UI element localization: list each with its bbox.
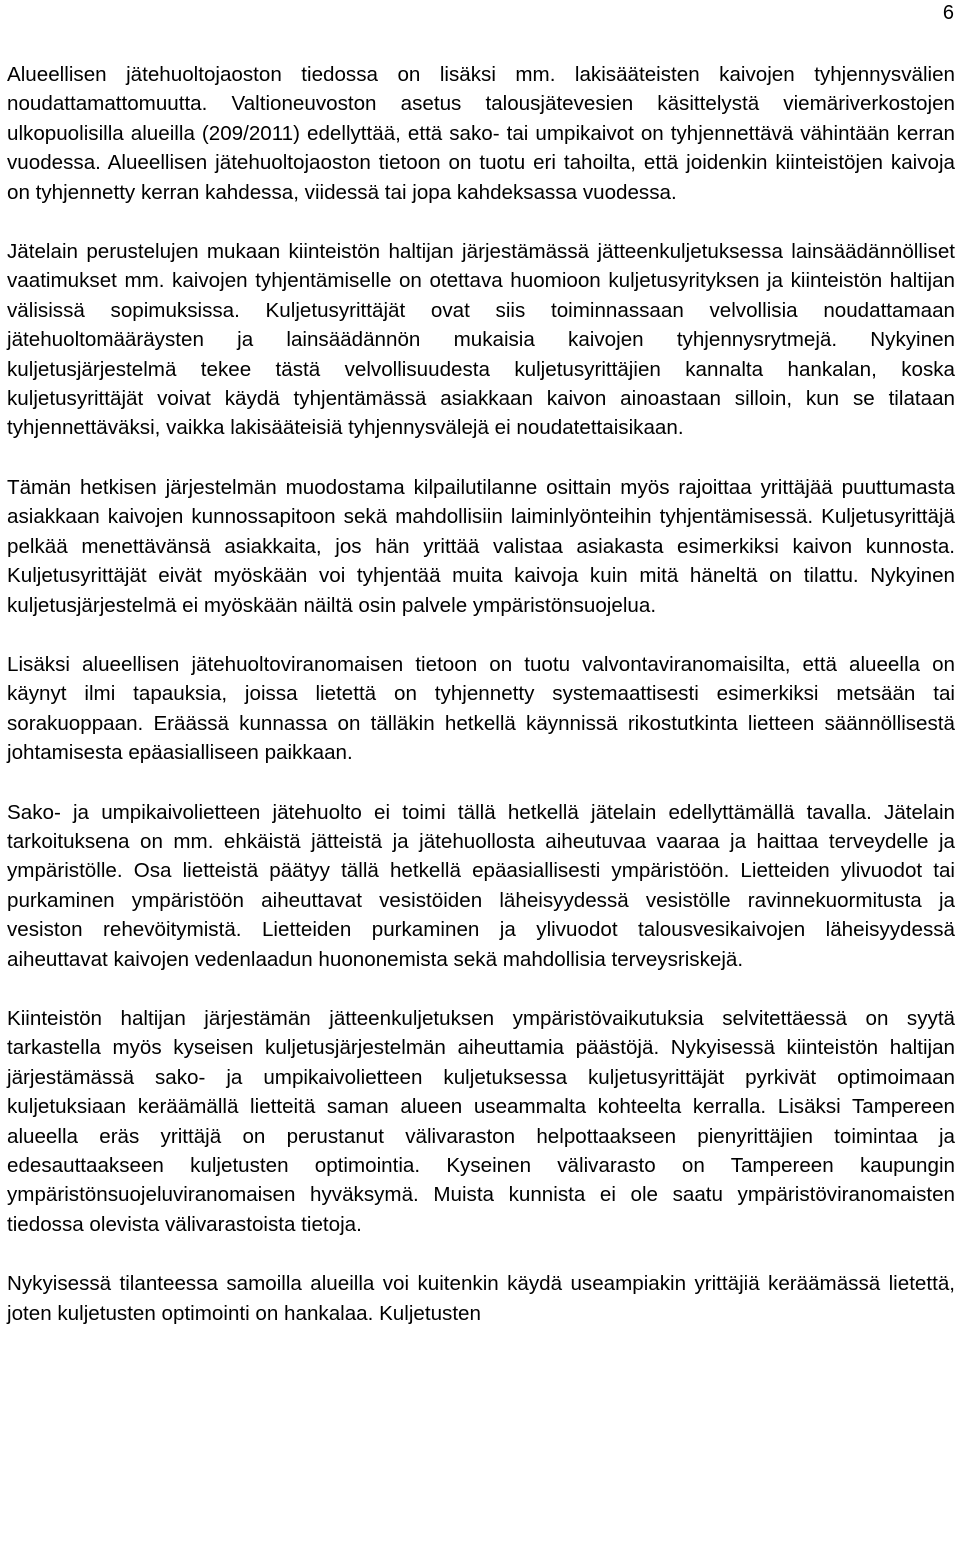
paragraph-1: Alueellisen jätehuoltojaoston tiedossa on lisäksi mm. lakisääteisten kaivojen tyhjennysvälien noudattamattomuutta. Valtioneuvoston asetus talousjätevesien käsittelystä viemäriverkostojen ulkopuolisilla alueilla (209/2011) edellyttää, että sako- tai umpikaivot on tyhjennettävä vähintään kerran vuodessa. Alueellisen jätehuoltojaoston tietoon on tuotu eri tahoilta, että joidenkin kiinteistöjen kaivoja on tyhjennetty kerran kahdessa, viidessä tai jopa kahdeksassa vuodessa. [7, 63, 955, 204]
paragraph-2: Jätelain perustelujen mukaan kiinteistön haltijan järjestämässä jätteenkuljetuksessa lainsäädännölliset vaatimukset mm. kaivojen tyhjentämiselle on otettava huomioon kuljetusyrityksen ja kiinteistön haltijan välisissä sopimuksissa. Kuljetusyrittäjät ovat siis toiminnassaan velvollisia noudattamaan jätehuoltomääräysten ja lainsäädännön mukaisia kaivojen tyhjennysrytmejä. Nykyinen kuljetusjärjestelmä tekee tästä velvollisuudesta kuljetusyrittäjien kannalta hankalan, koska kuljetusyrittäjät voivat käydä tyhjentämässä asiakkaan kaivon ainoastaan silloin, kun se tilataan tyhjennettäväksi, vaikka lakisääteisiä tyhjennysvälejä ei noudatettaisikaan. [7, 240, 955, 440]
paragraph-3: Tämän hetkisen järjestelmän muodostama kilpailutilanne osittain myös rajoittaa yrittäjää puuttumasta asiakkaan kaivojen kunnossapitoon sekä mahdollisiin laiminlyönteihin tyhjentämisessä. Kuljetusyrittäjä pelkää menettävänsä asiakkaita, jos hän yrittää valistaa asiakasta esimerkiksi kaivon kunnosta. Kuljetusyrittäjät eivät myöskään voi tyhjentää muita kaivoja kuin mitä häneltä on tilattu. Nykyinen kuljetusjärjestelmä ei myöskään näiltä osin palvele ympäristönsuojelua. [7, 475, 955, 617]
paragraph-4: Lisäksi alueellisen jätehuoltoviranomaisen tietoon on tuotu valvontaviranomaisilta, että alueella on käynyt ilmi tapauksia, joissa lietettä on tyhjennetty systemaattisesti esimerkiksi metsään tai sorakuoppaan. Eräässä kunnassa on tälläkin hetkellä käynnissä rikostutkinta lietteen säännöllisestä johtamisesta epäasialliseen paikkaan. [7, 652, 955, 765]
paragraph-7: Nykyisessä tilanteessa samoilla alueilla voi kuitenkin käydä useampiakin yrittäjiä keräämässä lietettä, joten kuljetusten optimointi on hankalaa. Kuljetusten [7, 1272, 955, 1325]
paragraph-6: Kiinteistön haltijan järjestämän jätteenkuljetuksen ympäristövaikutuksia selvitettäessä on syytä tarkastella myös kyseisen kuljetusjärjestelmän aiheuttamia päästöjä. Nykyisessä kiinteistön haltijan järjestämässä sako- ja umpikaivolietteen kuljetuksessa kuljetusyrittäjät pyrkivät optimoimaan kuljetuksiaan keräämällä lietteitä saman alueen useammalta kohteelta kerralla. Lisäksi Tampereen alueella eräs yrittäjä on perustanut välivaraston helpottaakseen pienyrittäjien toimintaa ja edesauttaakseen kuljetusten optimointia. Kyseinen välivarasto on Tampereen kaupungin ympäristönsuojeluviranomaisen hyväksymä. Muista kunnista ei ole saatu ympäristöviranomaisten tiedossa olevista välivarastoista tietoja. [7, 1006, 955, 1236]
paragraph-5: Sako- ja umpikaivolietteen jätehuolto ei toimi tällä hetkellä jätelain edellyttämällä tavalla. Jätelain tarkoituksena on mm. ehkäistä jätteistä ja jätehuollosta aiheutuvaa vaaraa ja haittaa terveydelle ja ympäristölle. Osa lietteistä päätyy tällä hetkellä epäasiallisesti ympäristöön. Lietteiden ylivuodot tai purkaminen ympäristöön aiheuttavat vesistöiden läheisyydessä vesistölle ravinnekuormitusta ja vesiston rehevöitymistä. Lietteiden purkaminen ja ylivuodot talousvesikaivojen läheisyydessä aiheuttavat kaivojen vedenlaadun huononemista sekä mahdollisia terveysriskejä. [7, 800, 955, 971]
document-body [7, 60, 955, 1358]
page-number: 6 [942, 2, 954, 24]
